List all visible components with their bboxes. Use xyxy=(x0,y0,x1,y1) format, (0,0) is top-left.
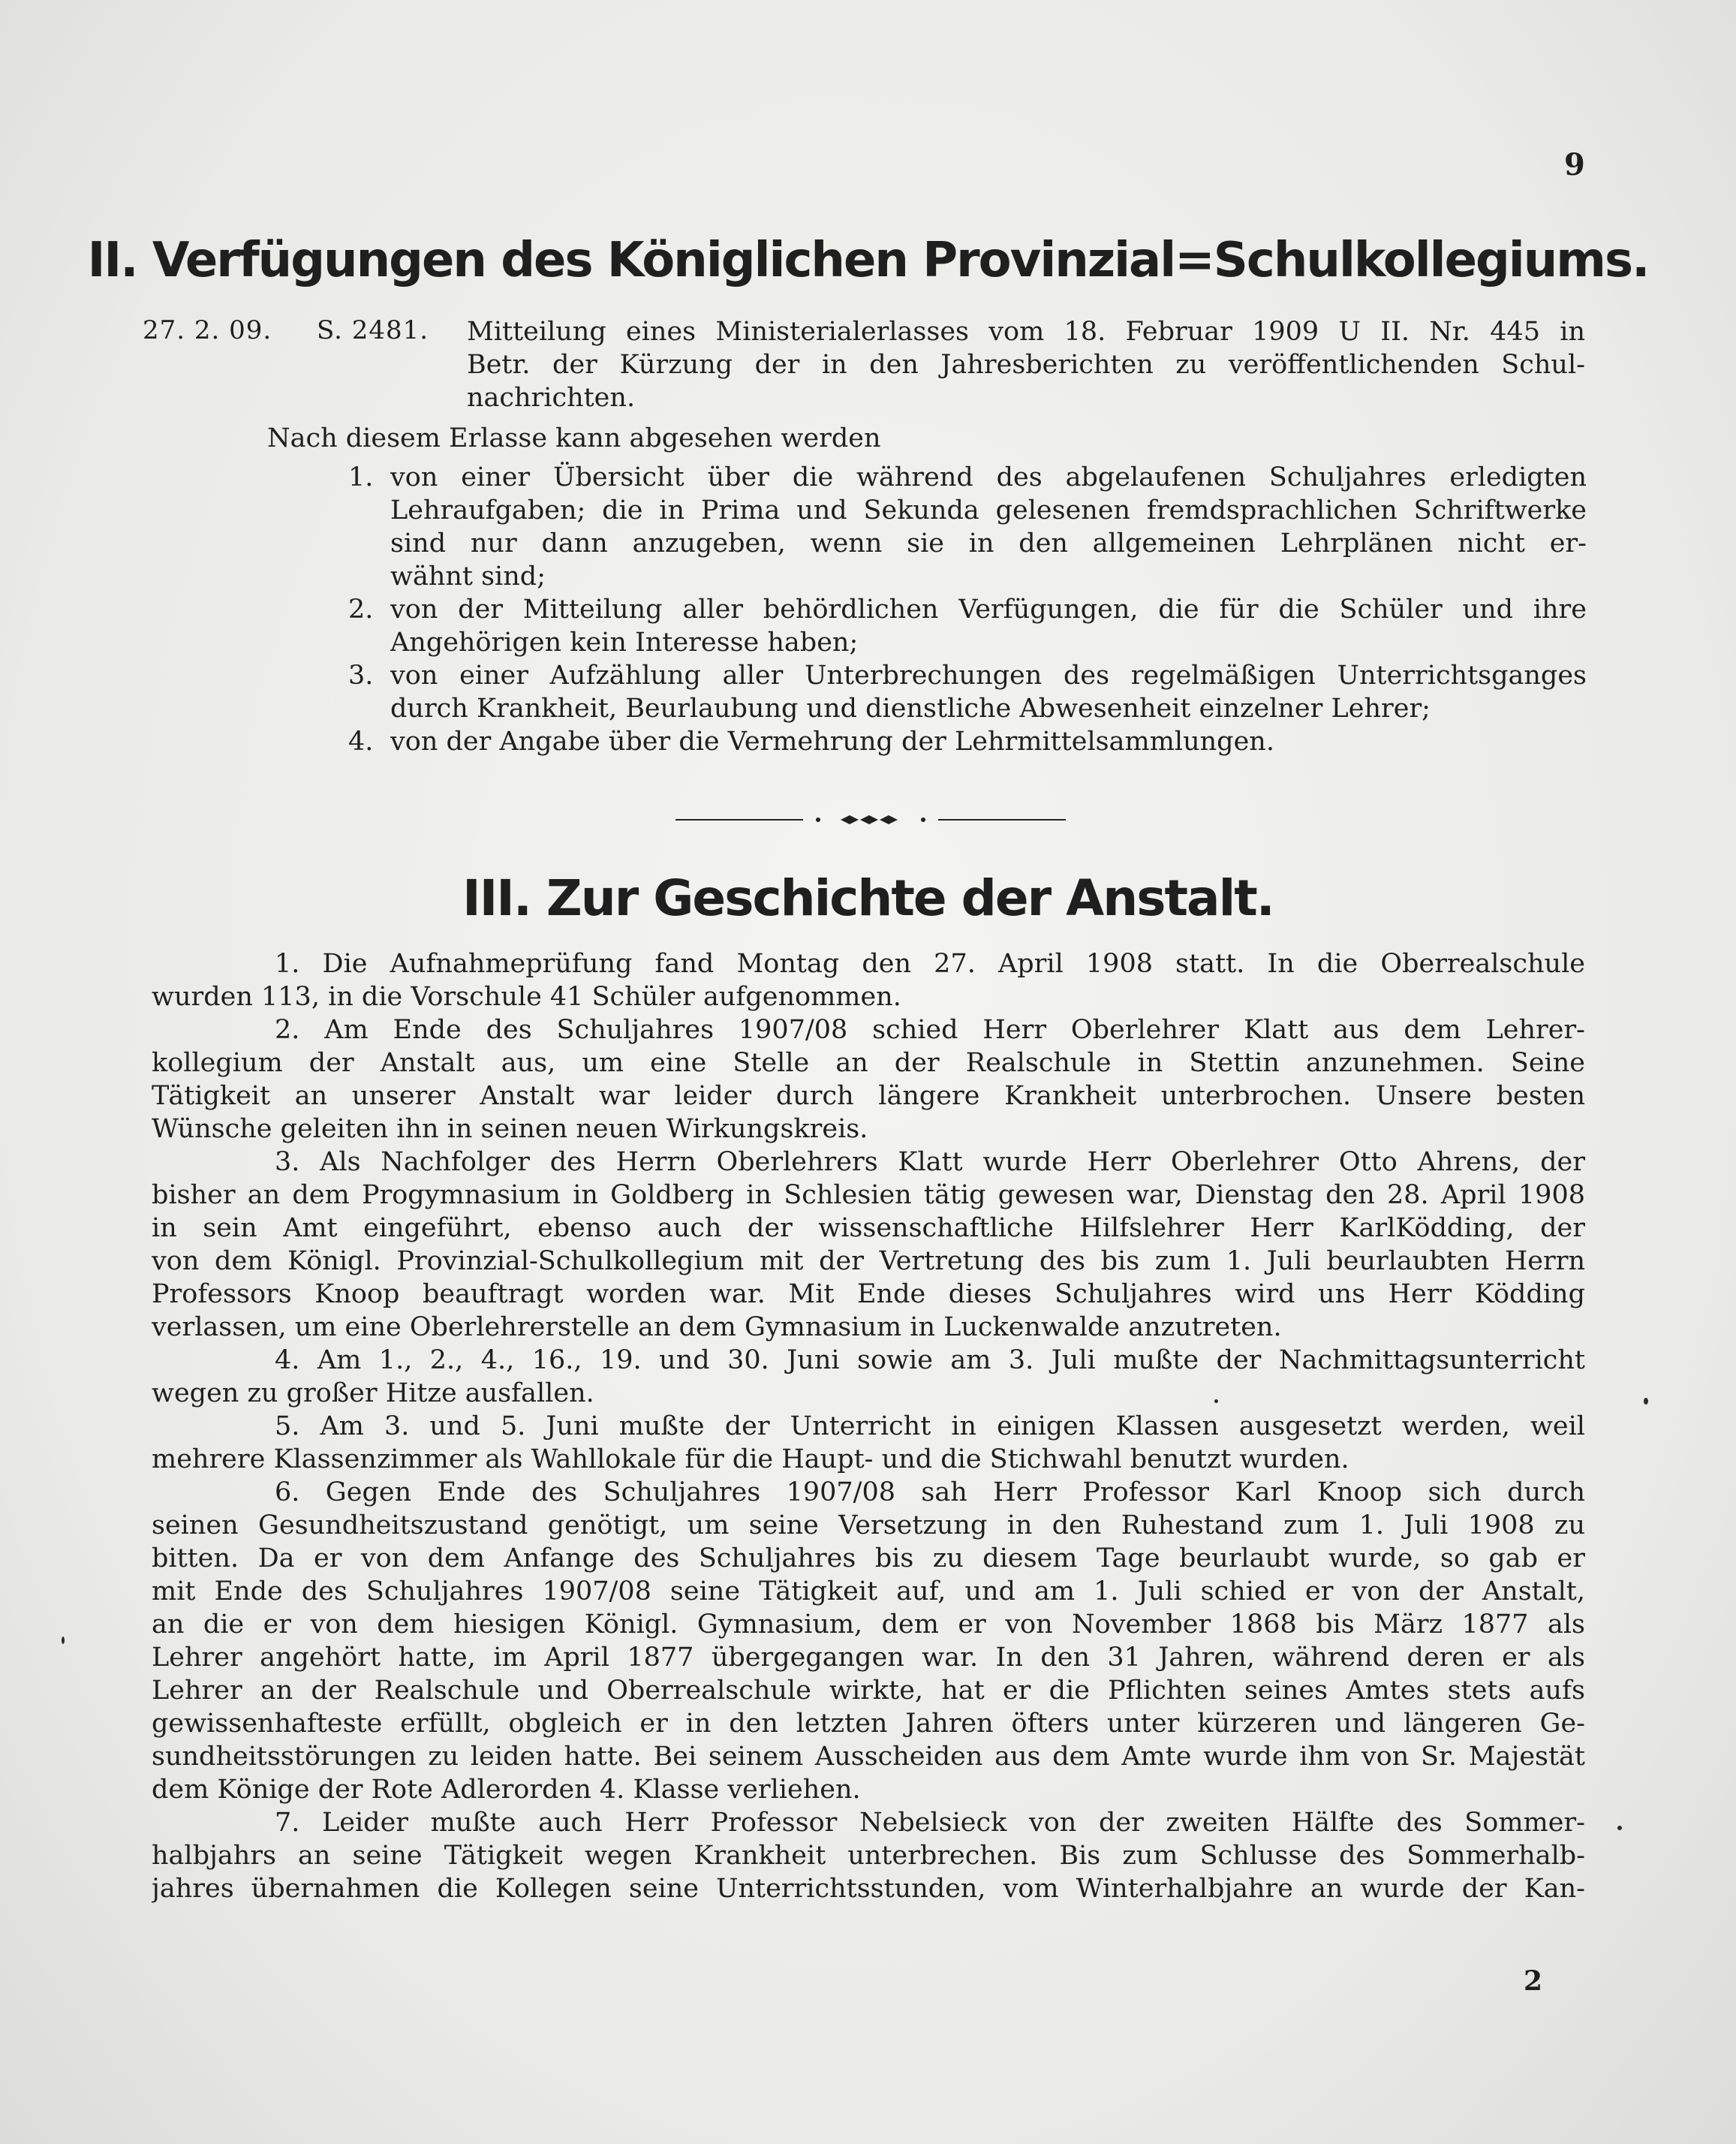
decree-text xyxy=(467,315,1585,414)
list-item xyxy=(348,725,1587,758)
text-line: wähnt sind; xyxy=(390,562,546,592)
text-line: 4. Am 1., 2., 4., 16., 19. und 30. Juni sowie am 3. Juli mußte der Nachmittagsunterricht xyxy=(275,1345,1585,1375)
text-line: Mitteilung eines Ministerialerlasses vom 18. Februar 1909 U II. Nr. 445 in xyxy=(467,317,1585,347)
text-line: Lehraufgaben; die in Prima und Sekunda gelesenen fremdsprachlichen Schriftwerke xyxy=(390,495,1587,525)
text-line: halbjahrs an seine Tätigkeit wegen Krankheit unterbrechen. Bis zum Schlusse des Sommerhalb- xyxy=(152,1841,1585,1871)
text-line: sundheitsstörungen zu leiden hatte. Bei seinem Ausscheiden aus dem Amte wurde ihm von Sr. Majestät xyxy=(152,1742,1585,1772)
text-line: 6. Gegen Ende des Schuljahres 1907/08 sah Herr Professor Karl Knoop sich durch xyxy=(275,1477,1585,1507)
text-line: Tätigkeit an unserer Anstalt war leider durch längere Krankheit unterbrochen. Unsere besten xyxy=(152,1081,1585,1111)
text-line: mehrere Klassenzimmer als Wahllokale für die Haupt- und die Stichwahl benutzt wurden. xyxy=(152,1444,1349,1474)
list-item-number: 2. xyxy=(348,595,374,625)
text-line: wurden 113, in die Vorschule 41 Schüler aufgenommen. xyxy=(152,982,901,1012)
text-line: 2. Am Ende des Schuljahres 1907/08 schied Herr Oberlehrer Klatt aus dem Lehrer- xyxy=(275,1015,1585,1045)
text-line: kollegium der Anstalt aus, um eine Stelle an der Realschule in Stettin anzunehmen. Seine xyxy=(152,1048,1585,1078)
text-line: 5. Am 3. und 5. Juni mußte der Unterricht in einigen Klassen ausgesetzt werden, weil xyxy=(275,1411,1585,1441)
text-line: nachrichten. xyxy=(467,383,636,413)
list-item xyxy=(348,659,1587,725)
text-line: von einer Übersicht über die während des abgelaufenen Schuljahres erledigten xyxy=(390,462,1587,492)
text-line: 1. Die Aufnahmeprüfung fand Montag den 27. April 1908 statt. In die Oberrealschule xyxy=(275,949,1585,979)
text-line: wegen zu großer Hitze ausfallen. xyxy=(152,1378,594,1408)
page-number: 9 xyxy=(1564,147,1585,182)
text-line: in sein Amt eingeführt, ebenso auch der wissenschaftliche Hilfslehrer Herr KarlKödding, der xyxy=(152,1213,1585,1243)
list-item xyxy=(348,593,1587,659)
text-line: von der Angabe über die Vermehrung der Lehrmittelsammlungen. xyxy=(390,727,1274,757)
paper-speck xyxy=(1644,1398,1648,1405)
section-2-title: II. Verfügungen des Königlichen Provinzial=Schulkollegiums. xyxy=(87,233,1649,288)
signature-mark: 2 xyxy=(1524,1965,1543,1997)
text-line: jahres übernahmen die Kollegen seine Unterrichtsstunden, vom Winterhalbjahre an wurde der Kan- xyxy=(152,1874,1585,1904)
decree-date: 27. 2. 09. xyxy=(143,315,272,345)
paper-speck xyxy=(62,1637,65,1644)
text-line: Professors Knoop beauftragt worden war. Mit Ende dieses Schuljahres wird uns Herr Ködding xyxy=(152,1279,1585,1309)
text-line: von einer Aufzählung aller Unterbrechungen des regelmäßigen Unterrichtsganges xyxy=(390,661,1587,691)
history-text xyxy=(152,947,1585,1905)
paper-speck xyxy=(1617,1826,1622,1830)
text-line: Lehrer angehört hatte, im April 1877 übergegangen war. In den 31 Jahren, während deren er als xyxy=(152,1643,1585,1673)
ornamental-divider xyxy=(675,814,1066,826)
exemption-list xyxy=(348,461,1587,758)
list-item xyxy=(348,461,1587,593)
paper-speck xyxy=(1214,1399,1218,1403)
text-line: Wünsche geleiten ihn in seinen neuen Wirkungskreis. xyxy=(152,1114,868,1144)
text-line: dem Könige der Rote Adlerorden 4. Klasse verliehen. xyxy=(152,1775,861,1805)
text-line: 3. Als Nachfolger des Herrn Oberlehrers Klatt wurde Herr Oberlehrer Otto Ahrens, der xyxy=(275,1147,1585,1177)
list-item-number: 3. xyxy=(348,661,374,691)
text-line: Angehörigen kein Interesse haben; xyxy=(390,628,859,658)
text-line: bisher an dem Progymnasium in Goldberg in Schlesien tätig gewesen war, Dienstag den 28. April 1908 xyxy=(152,1180,1585,1210)
text-line: 7. Leider mußte auch Herr Professor Nebelsieck von der zweiten Hälfte des Sommer- xyxy=(275,1808,1585,1838)
text-line: verlassen, um eine Oberlehrerstelle an dem Gymnasium in Luckenwalde anzutreten. xyxy=(152,1312,1282,1342)
text-line: von dem Königl. Provinzial-Schulkollegium mit der Vertretung des bis zum 1. Juli beurlaubten Herrn xyxy=(152,1246,1585,1276)
text-line: gewissenhafteste erfüllt, obgleich er in den letzten Jahren öfters unter kürzeren und längeren Ge- xyxy=(152,1709,1585,1739)
decree-number: S. 2481. xyxy=(317,315,429,345)
text-line: mit Ende des Schuljahres 1907/08 seine Tätigkeit auf, und am 1. Juli schied er von der Anstalt, xyxy=(152,1576,1585,1606)
text-line: durch Krankheit, Beurlaubung und dienstliche Abwesenheit einzelner Lehrer; xyxy=(390,694,1431,724)
text-line: bitten. Da er von dem Anfange des Schuljahres bis zu diesem Tage beurlaubt wurde, so gab er xyxy=(152,1543,1585,1573)
text-line: Lehrer an der Realschule und Oberrealschule wirkte, hat er die Pflichten seines Amtes stets aufs xyxy=(152,1676,1585,1706)
text-line: von der Mitteilung aller behördlichen Verfügungen, die für die Schüler und ihre xyxy=(390,595,1587,625)
decree-intro: Nach diesem Erlasse kann abgesehen werden xyxy=(267,423,881,453)
text-line: sind nur dann anzugeben, wenn sie in den allgemeinen Lehrplänen nicht er- xyxy=(390,528,1587,559)
list-item-number: 1. xyxy=(348,462,374,492)
text-line: Betr. der Kürzung der in den Jahresberichten zu veröffentlichenden Schul- xyxy=(467,350,1585,380)
section-3-title: III. Zur Geschichte der Anstalt. xyxy=(462,869,1274,927)
list-item-number: 4. xyxy=(348,727,374,757)
text-line: seinen Gesundheitszustand genötigt, um seine Versetzung in den Ruhestand zum 1. Juli 1908 zu xyxy=(152,1510,1585,1540)
text-line: an die er von dem hiesigen Königl. Gymnasium, dem er von November 1868 bis März 1877 als xyxy=(152,1610,1585,1640)
